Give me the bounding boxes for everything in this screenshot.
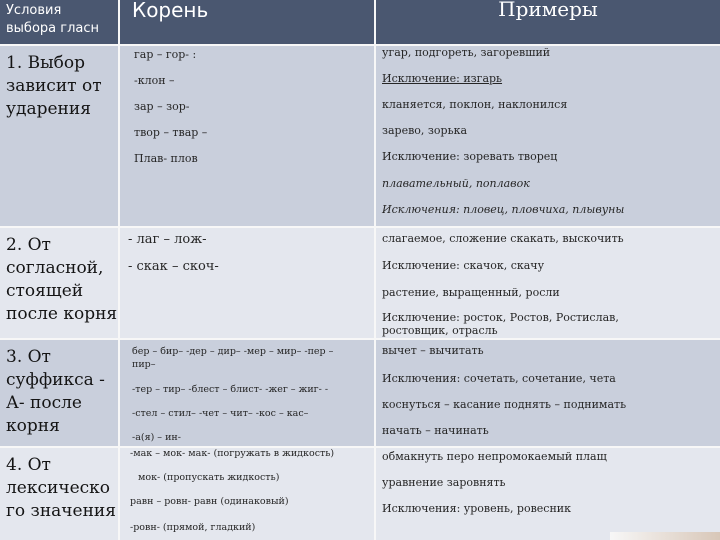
row4-root: -ровн- (прямой, гладкий)	[130, 522, 256, 533]
row3-example: Исключения: сочетать, сочетание, чета	[382, 372, 616, 385]
row3-condition-line: 3. От	[6, 347, 51, 367]
row2-condition-line: после корня	[6, 304, 118, 324]
row1-root: твор – твар –	[134, 126, 208, 139]
row2-example: растение, выращенный, росли	[382, 286, 560, 299]
row1-example: зарево, зорька	[382, 124, 468, 137]
row4-condition-line: 4. От	[6, 455, 51, 475]
row2-examples-cell	[376, 228, 720, 338]
row3-condition-line: корня	[6, 416, 60, 436]
row3-example: коснуться – касание поднять – поднимать	[382, 398, 627, 411]
row2-example: Исключение: скачок, скачу	[382, 259, 545, 272]
row4-root: мок- (пропускать жидкость)	[138, 472, 280, 483]
row2-condition-line: согласной,	[6, 258, 104, 278]
row1-condition-line: ударения	[6, 99, 91, 119]
row1-root: Плав- плов	[134, 152, 198, 165]
row1-example: угар, подгореть, загоревший	[382, 46, 551, 59]
row3-root: пир–	[132, 359, 156, 370]
row1-condition-cell	[0, 46, 118, 226]
row2-root-cell	[120, 228, 374, 338]
header-conditions-line2: выбора гласн	[6, 21, 99, 36]
row4-example: обмакнуть перо непромокаемый плащ	[382, 450, 607, 463]
row1-condition-line: зависит от	[6, 76, 102, 96]
row2-condition-cell	[0, 228, 118, 338]
row4-example: уравнение заровнять	[382, 476, 506, 489]
row2-condition	[0, 228, 118, 326]
row1-example: кланяется, поклон, наклонился	[382, 98, 568, 111]
row4-condition-line: лексическо	[6, 478, 111, 498]
row4-root: -мак – мок- мак- (погружать в жидкость)	[130, 448, 335, 459]
row2-condition-line: 2. От	[6, 235, 51, 255]
header-examples: Примеры	[376, 0, 720, 44]
row1-examples-cell	[376, 46, 720, 226]
row4-root-cell	[120, 448, 374, 540]
row3-condition-line: А- после	[6, 393, 82, 413]
row3-root: -тер – тир– -блест – блист- -жег – жиг- -	[132, 384, 329, 395]
row1-example: Исключение: зоревать творец	[382, 150, 558, 163]
row1-condition	[0, 46, 118, 121]
row4-example: Исключения: уровень, ровесник	[382, 502, 571, 515]
row3-root: бер – бир– -дер – дир– -мер – мир– -пер –	[132, 346, 334, 357]
row1-condition-line: 1. Выбор	[6, 53, 85, 73]
row1-example: Исключения: пловец, пловчиха, плывуны	[382, 203, 625, 216]
row2-example: ростовщик, отрасль	[382, 324, 498, 337]
row2-root: - скак – скоч-	[128, 259, 219, 274]
row3-root: -а(я) – ин-	[132, 432, 181, 443]
row2-root: - лаг – лож-	[128, 232, 207, 247]
row1-example: Исключение: изгарь	[382, 72, 503, 85]
row1-root: зар – зор-	[134, 100, 190, 113]
decorative-corner	[610, 532, 720, 540]
row1-root-cell	[120, 46, 374, 226]
row3-example: вычет – вычитать	[382, 344, 484, 357]
row3-examples-cell	[376, 340, 720, 446]
row4-condition	[0, 448, 118, 523]
row3-condition-cell	[0, 340, 118, 446]
row3-example: начать – начинать	[382, 424, 489, 437]
row3-condition	[0, 340, 118, 438]
row1-root: гар – гор- :	[134, 48, 197, 61]
row2-example: слагаемое, сложение скакать, выскочить	[382, 232, 624, 245]
row4-condition-line: го значения	[6, 501, 116, 521]
row2-example: Исключение: росток, Ростов, Ростислав,	[382, 311, 619, 324]
row4-examples-cell	[376, 448, 720, 540]
header-conditions-line1: Условия	[6, 3, 62, 18]
row4-condition-cell	[0, 448, 118, 540]
row4-root: равн – ровн- равн (одинаковый)	[130, 496, 289, 507]
header-root: Корень	[120, 0, 374, 44]
row3-root: -стел – стил– -чет – чит– -кос – кас–	[132, 408, 309, 419]
row1-root: -клон –	[134, 74, 175, 87]
row3-root-cell	[120, 340, 374, 446]
row3-condition-line: суффикса -	[6, 370, 105, 390]
row2-condition-line: стоящей	[6, 281, 84, 301]
header-conditions	[0, 0, 118, 44]
row1-example: плавательный, поплавок	[382, 177, 530, 190]
